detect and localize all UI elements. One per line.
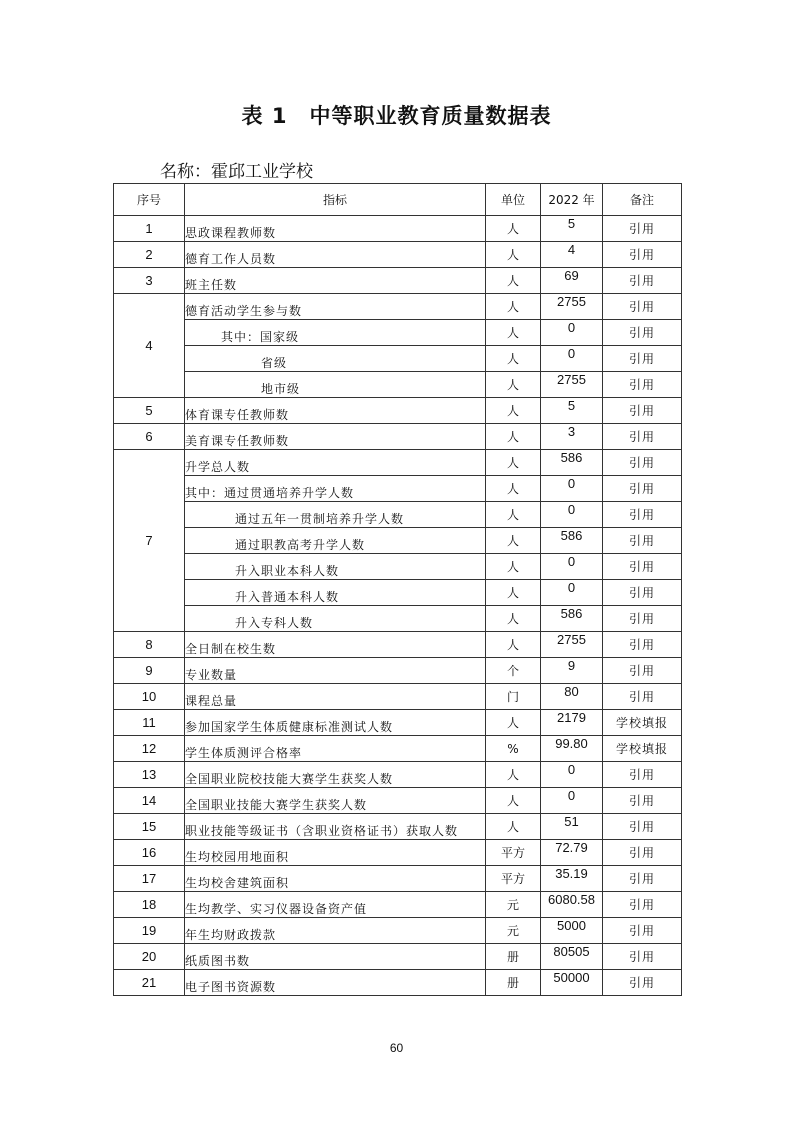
- row-note: 学校填报: [603, 710, 682, 736]
- row-note: 引用: [603, 684, 682, 710]
- row-no: 19: [114, 918, 185, 944]
- row-unit: 元: [486, 892, 541, 918]
- row-value: 0: [541, 762, 603, 788]
- row-note: 引用: [603, 944, 682, 970]
- row-indicator: 职业技能等级证书（含职业资格证书）获取人数: [185, 814, 486, 840]
- row-unit: 人: [486, 242, 541, 268]
- row-note: 引用: [603, 580, 682, 606]
- row-unit: 人: [486, 216, 541, 242]
- table-row: [114, 216, 682, 242]
- table-header-row: [114, 184, 682, 216]
- row-unit: 人: [486, 424, 541, 450]
- header-indicator: 指标: [185, 184, 486, 216]
- row-note: 引用: [603, 424, 682, 450]
- row-value: 0: [541, 346, 603, 372]
- row-indicator: 通过职教高考升学人数: [185, 528, 486, 554]
- table-row: [114, 918, 682, 944]
- row-value: 99.80: [541, 736, 603, 762]
- row-note: 引用: [603, 554, 682, 580]
- row-value: 35.19: [541, 866, 603, 892]
- row-value: 5: [541, 216, 603, 242]
- table-row: [114, 502, 682, 528]
- row-no: 8: [114, 632, 185, 658]
- row-indicator: 电子图书资源数: [185, 970, 486, 996]
- row-unit: 人: [486, 632, 541, 658]
- table-row: [114, 788, 682, 814]
- table-row: [114, 736, 682, 762]
- row-value: 586: [541, 528, 603, 554]
- row-value: 6080.58: [541, 892, 603, 918]
- row-value: 0: [541, 502, 603, 528]
- table-row: [114, 242, 682, 268]
- header-no: 序号: [114, 184, 185, 216]
- row-unit: 人: [486, 762, 541, 788]
- row-note: 引用: [603, 398, 682, 424]
- row-unit: 人: [486, 502, 541, 528]
- row-unit: 人: [486, 294, 541, 320]
- table-row: [114, 606, 682, 632]
- row-value: 0: [541, 476, 603, 502]
- row-indicator: 年生均财政拨款: [185, 918, 486, 944]
- table-row: [114, 580, 682, 606]
- table-row: [114, 840, 682, 866]
- row-indicator: 德育活动学生参与数: [185, 294, 486, 320]
- row-unit: 人: [486, 606, 541, 632]
- row-no: 20: [114, 944, 185, 970]
- row-indicator: 升入普通本科人数: [185, 580, 486, 606]
- row-value: 2179: [541, 710, 603, 736]
- row-unit: 人: [486, 814, 541, 840]
- row-indicator: 升学总人数: [185, 450, 486, 476]
- row-note: 引用: [603, 658, 682, 684]
- row-unit: 人: [486, 788, 541, 814]
- row-note: 引用: [603, 216, 682, 242]
- row-indicator: 全国职业技能大赛学生获奖人数: [185, 788, 486, 814]
- row-value: 586: [541, 450, 603, 476]
- table-row: [114, 892, 682, 918]
- row-no: 21: [114, 970, 185, 996]
- row-value: 72.79: [541, 840, 603, 866]
- row-no: 13: [114, 762, 185, 788]
- table-row: [114, 346, 682, 372]
- row-note: 引用: [603, 866, 682, 892]
- row-no: 9: [114, 658, 185, 684]
- row-note: 引用: [603, 320, 682, 346]
- row-no: 4: [114, 294, 185, 398]
- row-value: 51: [541, 814, 603, 840]
- row-no: 15: [114, 814, 185, 840]
- row-indicator: 通过五年一贯制培养升学人数: [185, 502, 486, 528]
- row-no: 2: [114, 242, 185, 268]
- table-row: [114, 944, 682, 970]
- row-note: 引用: [603, 814, 682, 840]
- table-row: [114, 294, 682, 320]
- row-note: 引用: [603, 632, 682, 658]
- row-unit: 人: [486, 450, 541, 476]
- row-value: 0: [541, 320, 603, 346]
- row-indicator: 省级: [185, 346, 486, 372]
- table-row: [114, 762, 682, 788]
- row-indicator: 思政课程教师数: [185, 216, 486, 242]
- row-indicator: 德育工作人员数: [185, 242, 486, 268]
- row-note: 引用: [603, 788, 682, 814]
- row-note: 学校填报: [603, 736, 682, 762]
- row-note: 引用: [603, 892, 682, 918]
- row-value: 3: [541, 424, 603, 450]
- row-indicator: 班主任数: [185, 268, 486, 294]
- row-value: 2755: [541, 372, 603, 398]
- row-no: 7: [114, 450, 185, 632]
- row-unit: 人: [486, 554, 541, 580]
- row-note: 引用: [603, 268, 682, 294]
- row-indicator: 其中：国家级: [185, 320, 486, 346]
- row-no: 18: [114, 892, 185, 918]
- row-value: 0: [541, 788, 603, 814]
- school-name: 名称：霍邱工业学校: [160, 162, 313, 182]
- row-indicator: 生均校园用地面积: [185, 840, 486, 866]
- row-note: 引用: [603, 918, 682, 944]
- row-unit: 人: [486, 320, 541, 346]
- row-no: 10: [114, 684, 185, 710]
- row-unit: 人: [486, 268, 541, 294]
- table-row: [114, 970, 682, 996]
- row-value: 9: [541, 658, 603, 684]
- row-indicator: 生均校舍建筑面积: [185, 866, 486, 892]
- row-value: 50000: [541, 970, 603, 996]
- table-row: [114, 632, 682, 658]
- row-value: 586: [541, 606, 603, 632]
- row-indicator: 学生体质测评合格率: [185, 736, 486, 762]
- row-value: 0: [541, 554, 603, 580]
- row-unit: 人: [486, 398, 541, 424]
- row-indicator: 全国职业院校技能大赛学生获奖人数: [185, 762, 486, 788]
- row-unit: %: [486, 736, 541, 762]
- quality-data-table: [113, 183, 682, 996]
- row-note: 引用: [603, 840, 682, 866]
- row-indicator: 美育课专任教师数: [185, 424, 486, 450]
- row-indicator: 生均教学、实习仪器设备资产值: [185, 892, 486, 918]
- page-number: 60: [389, 1041, 404, 1055]
- row-note: 引用: [603, 476, 682, 502]
- row-note: 引用: [603, 970, 682, 996]
- row-note: 引用: [603, 502, 682, 528]
- header-unit: 单位: [486, 184, 541, 216]
- row-indicator: 参加国家学生体质健康标准测试人数: [185, 710, 486, 736]
- table-row: [114, 268, 682, 294]
- row-indicator: 专业数量: [185, 658, 486, 684]
- row-no: 14: [114, 788, 185, 814]
- header-year: 2022 年: [541, 184, 603, 216]
- table-row: [114, 372, 682, 398]
- row-unit: 个: [486, 658, 541, 684]
- row-unit: 平方: [486, 866, 541, 892]
- table-row: [114, 684, 682, 710]
- row-indicator: 纸质图书数: [185, 944, 486, 970]
- row-no: 16: [114, 840, 185, 866]
- row-unit: 平方: [486, 840, 541, 866]
- table-row: [114, 814, 682, 840]
- row-value: 5000: [541, 918, 603, 944]
- table-row: [114, 476, 682, 502]
- row-indicator: 体育课专任教师数: [185, 398, 486, 424]
- row-unit: 人: [486, 528, 541, 554]
- table-row: [114, 866, 682, 892]
- row-note: 引用: [603, 762, 682, 788]
- row-unit: 门: [486, 684, 541, 710]
- row-no: 6: [114, 424, 185, 450]
- row-indicator: 升入职业本科人数: [185, 554, 486, 580]
- row-note: 引用: [603, 346, 682, 372]
- row-unit: 册: [486, 970, 541, 996]
- row-note: 引用: [603, 294, 682, 320]
- row-note: 引用: [603, 242, 682, 268]
- row-unit: 人: [486, 476, 541, 502]
- row-value: 80505: [541, 944, 603, 970]
- row-note: 引用: [603, 450, 682, 476]
- row-value: 5: [541, 398, 603, 424]
- row-no: 11: [114, 710, 185, 736]
- row-unit: 人: [486, 580, 541, 606]
- table-row: [114, 424, 682, 450]
- row-note: 引用: [603, 372, 682, 398]
- row-unit: 人: [486, 372, 541, 398]
- table-row: [114, 528, 682, 554]
- row-no: 5: [114, 398, 185, 424]
- row-note: 引用: [603, 528, 682, 554]
- row-no: 12: [114, 736, 185, 762]
- row-indicator: 全日制在校生数: [185, 632, 486, 658]
- row-indicator: 课程总量: [185, 684, 486, 710]
- row-unit: 元: [486, 918, 541, 944]
- row-note: 引用: [603, 606, 682, 632]
- row-unit: 人: [486, 346, 541, 372]
- row-unit: 人: [486, 710, 541, 736]
- row-no: 1: [114, 216, 185, 242]
- table-row: [114, 554, 682, 580]
- row-no: 3: [114, 268, 185, 294]
- header-note: 备注: [603, 184, 682, 216]
- row-value: 80: [541, 684, 603, 710]
- row-value: 2755: [541, 632, 603, 658]
- row-value: 4: [541, 242, 603, 268]
- table-row: [114, 450, 682, 476]
- table-title: 表 1 中等职业教育质量数据表: [241, 104, 552, 128]
- row-value: 2755: [541, 294, 603, 320]
- table-row: [114, 398, 682, 424]
- row-value: 0: [541, 580, 603, 606]
- row-indicator: 升入专科人数: [185, 606, 486, 632]
- table-row: [114, 320, 682, 346]
- row-indicator: 其中：通过贯通培养升学人数: [185, 476, 486, 502]
- table-row: [114, 710, 682, 736]
- row-unit: 册: [486, 944, 541, 970]
- row-indicator: 地市级: [185, 372, 486, 398]
- row-value: 69: [541, 268, 603, 294]
- table-row: [114, 658, 682, 684]
- row-no: 17: [114, 866, 185, 892]
